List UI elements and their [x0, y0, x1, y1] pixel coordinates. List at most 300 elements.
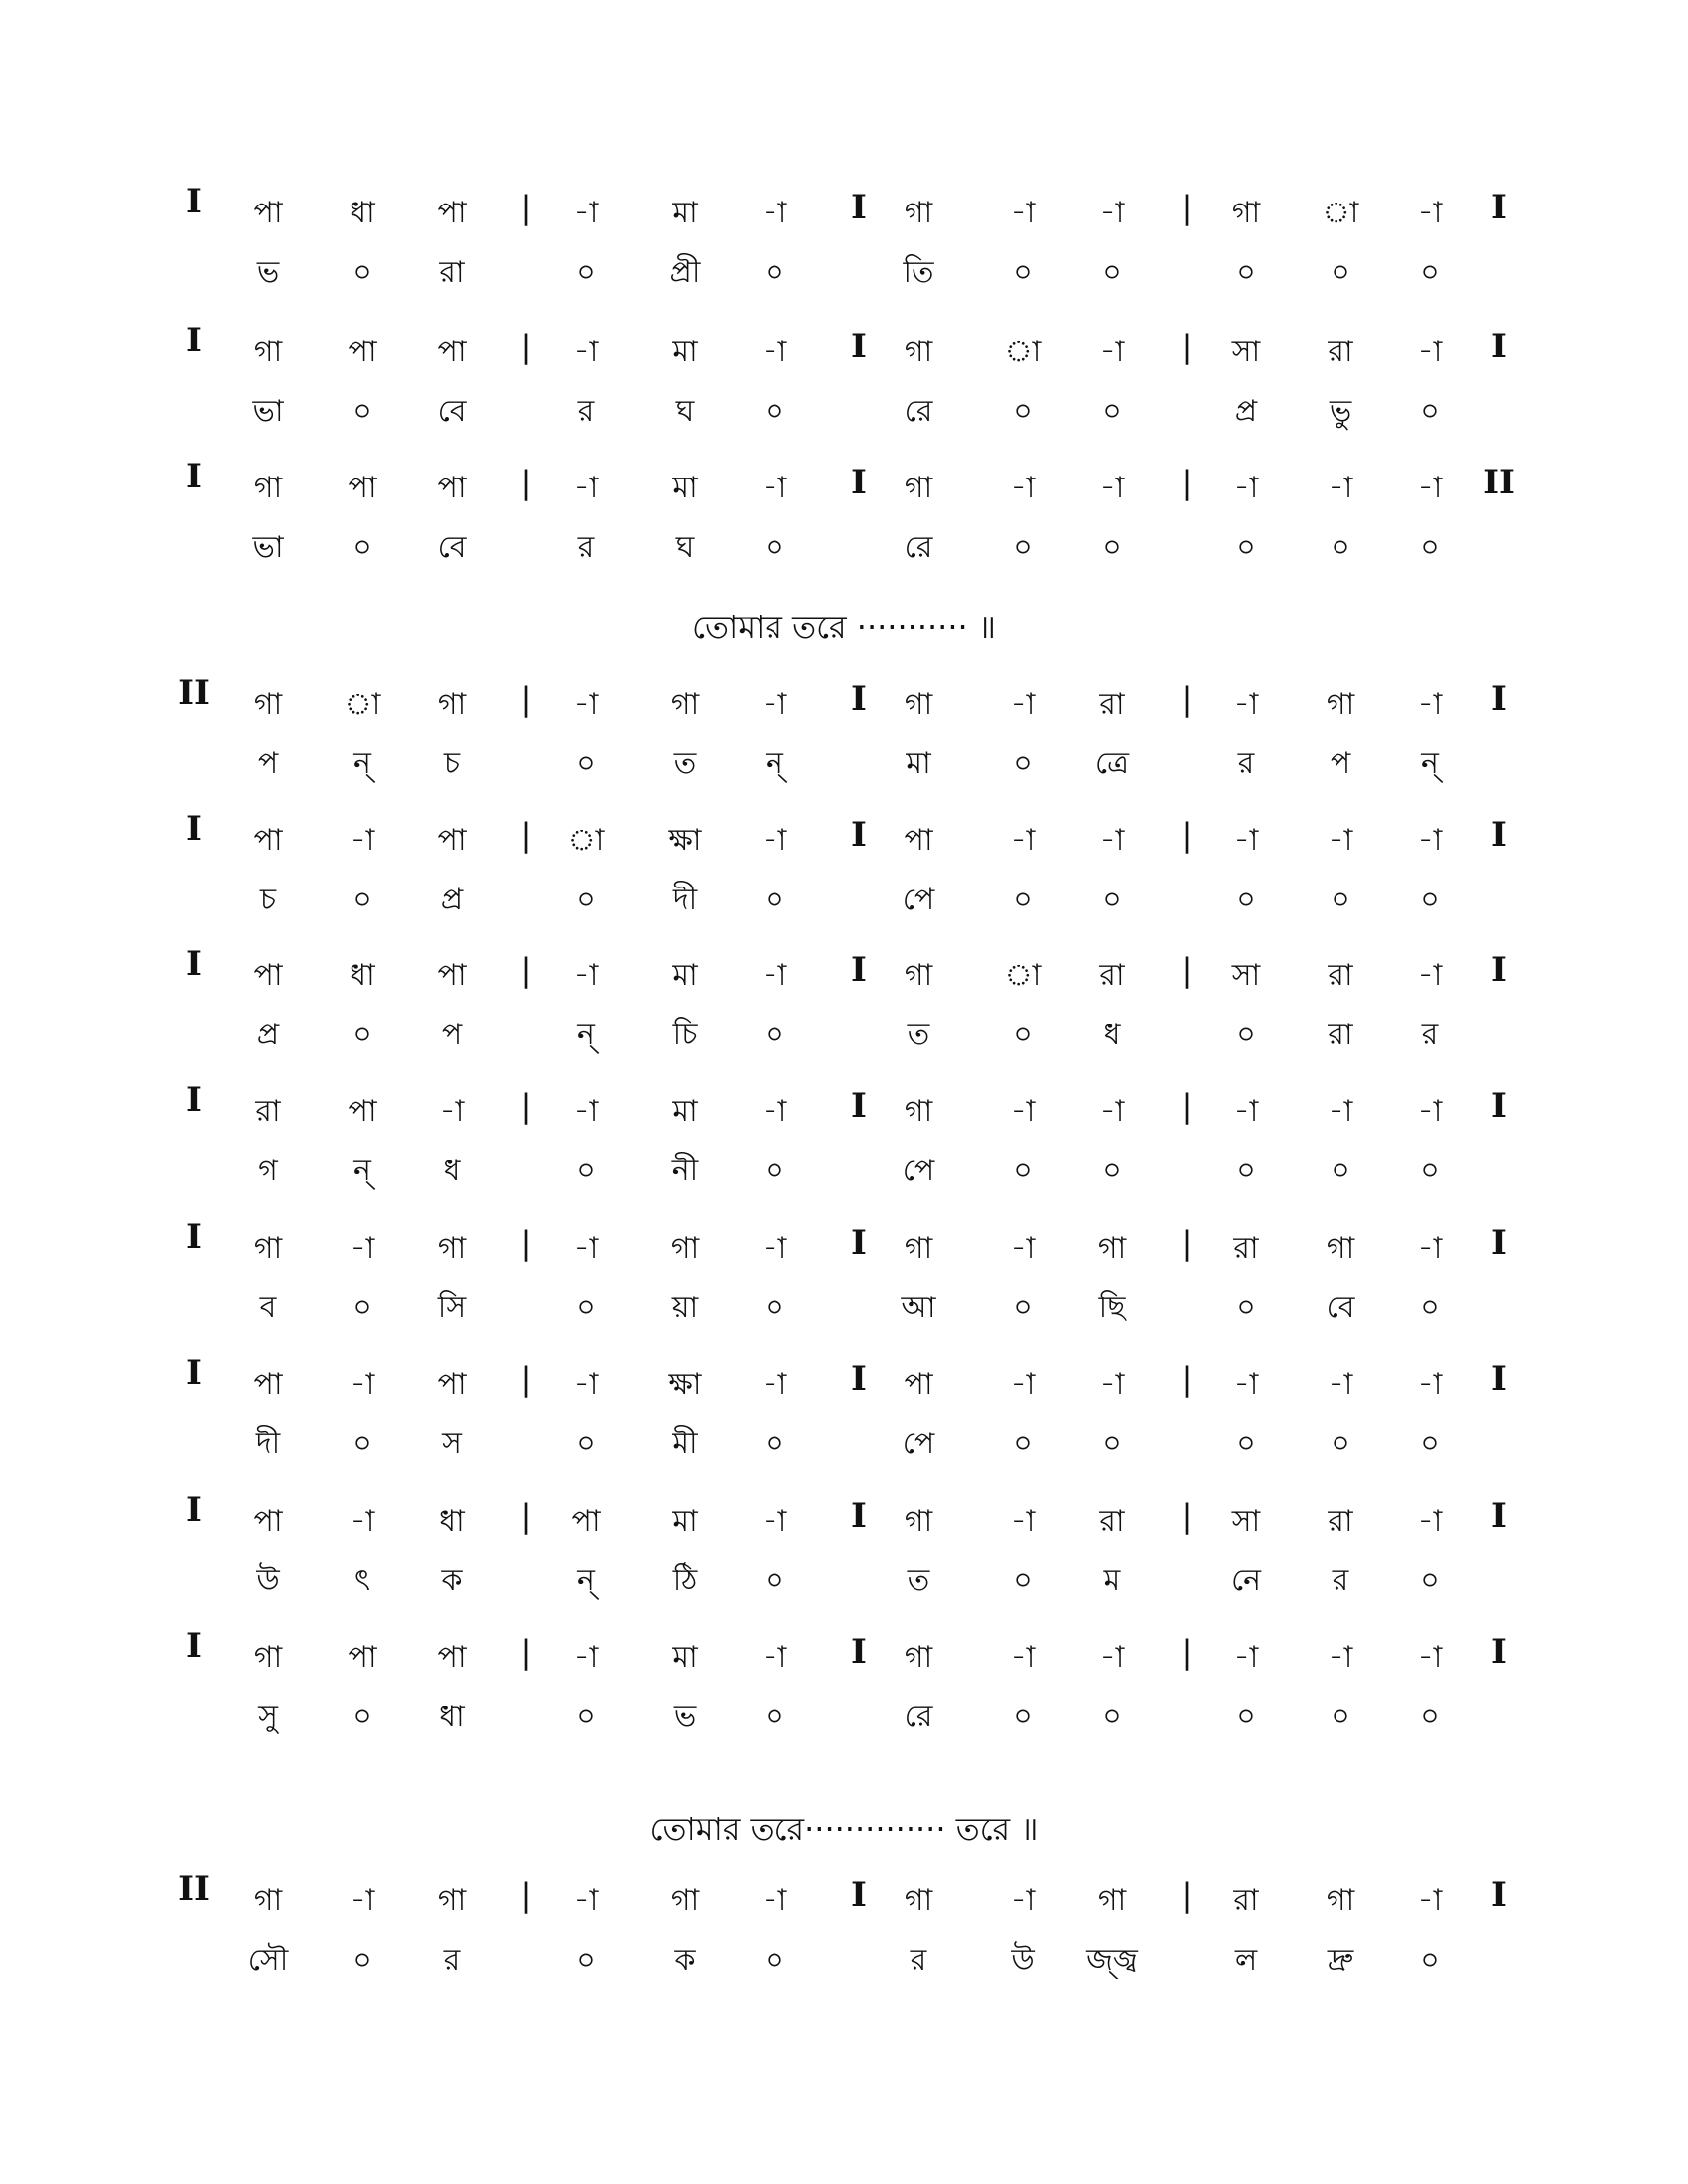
swara-note: গা — [253, 1640, 283, 1675]
lyric-syllable: ০ — [1331, 1427, 1350, 1461]
swara-note: -া — [350, 1231, 375, 1266]
swara-note: -া — [1328, 1094, 1353, 1129]
swara-note: -া — [1233, 1094, 1259, 1129]
swara-note: -া — [1417, 1231, 1443, 1266]
swara-note: -া — [573, 196, 599, 230]
swara-note: পা — [437, 471, 467, 505]
lyric-syllable: ০ — [1420, 255, 1440, 290]
lyric-syllable: ম — [1103, 1564, 1121, 1598]
lyric-syllable: ০ — [352, 394, 372, 429]
swara-note: গা — [904, 471, 933, 505]
lyric-syllable: উ — [1011, 1943, 1035, 1978]
swara-note: -া — [1417, 958, 1443, 993]
swara-note: -া — [762, 471, 787, 505]
notation-row — [0, 182, 1688, 323]
swara-note: সা — [1231, 958, 1261, 993]
lyric-syllable: ত — [673, 747, 697, 781]
lyric-syllable: ০ — [765, 1943, 784, 1978]
lyric-syllable: মা — [906, 747, 931, 781]
swara-note: -া — [1328, 1640, 1353, 1675]
lyric-syllable: ০ — [352, 1291, 372, 1325]
lyric-syllable: ন্ — [766, 747, 783, 781]
lyric-syllable: রে — [904, 394, 933, 429]
swara-note: রা — [255, 1094, 281, 1129]
swara-note: পা — [437, 1367, 467, 1402]
swara-note: গা — [253, 471, 283, 505]
swara-note: পা — [253, 1367, 283, 1402]
lyric-syllable: ন্ — [353, 1154, 371, 1188]
lyric-syllable: ০ — [1102, 1427, 1122, 1461]
lyric-syllable: ০ — [1102, 1154, 1122, 1188]
refrain-line-1: তোমার তরে ··········· ॥ — [692, 609, 996, 646]
swara-note: মা — [672, 335, 698, 369]
bar-divider-thick: I — [851, 463, 867, 502]
lyric-syllable: ক — [441, 1564, 463, 1598]
lyric-syllable: য়া — [671, 1291, 699, 1325]
lyric-syllable: ভা — [252, 394, 284, 429]
swara-note: পা — [348, 335, 377, 369]
lyric-syllable: মী — [672, 1427, 698, 1461]
lyric-syllable: ০ — [1013, 1291, 1033, 1325]
notation-row — [0, 1490, 1688, 1631]
lyric-syllable: পে — [902, 883, 935, 917]
lyric-syllable: ০ — [765, 1018, 784, 1052]
bar-start: I — [186, 1490, 202, 1530]
lyric-syllable: ভা — [252, 530, 284, 565]
lyric-syllable: ০ — [576, 883, 596, 917]
lyric-syllable: ব — [259, 1291, 277, 1325]
lyric-syllable: ০ — [1013, 1700, 1033, 1734]
bar-divider-thin: | — [1181, 1876, 1193, 1914]
lyric-syllable: ০ — [1102, 883, 1122, 917]
swara-note: -া — [1328, 1367, 1353, 1402]
lyric-syllable: সু — [258, 1700, 278, 1734]
swara-note: রা — [1328, 335, 1353, 369]
swara-note: -া — [1099, 1367, 1125, 1402]
swara-note: -া — [1099, 335, 1125, 369]
swara-note: -া — [573, 1883, 599, 1918]
bar-divider-thin: | — [520, 1360, 532, 1398]
bar-start: I — [186, 809, 202, 849]
swara-note: -া — [1010, 1504, 1036, 1539]
lyric-syllable: ০ — [765, 883, 784, 917]
lyric-syllable: ০ — [1013, 530, 1033, 565]
swara-note: গা — [1326, 687, 1355, 722]
bar-divider-thin: | — [1181, 951, 1193, 989]
lyric-syllable: ০ — [1420, 530, 1440, 565]
bar-start: I — [186, 1353, 202, 1393]
swara-note: সা — [1231, 335, 1261, 369]
swara-note: -া — [1010, 823, 1036, 858]
swara-note: রা — [1328, 958, 1353, 993]
swara-note: মা — [672, 1640, 698, 1675]
swara-note: -া — [1328, 471, 1353, 505]
swara-note: গা — [904, 196, 933, 230]
lyric-syllable: দী — [672, 883, 698, 917]
swara-note: -া — [1417, 823, 1443, 858]
swara-note: -া — [1010, 1231, 1036, 1266]
swara-note: -া — [350, 823, 375, 858]
bar-divider-thick: I — [851, 1223, 867, 1263]
lyric-syllable: সৌ — [247, 1943, 289, 1978]
swara-note: -া — [762, 1504, 787, 1539]
lyric-syllable: ০ — [1236, 1700, 1256, 1734]
swara-note: গা — [437, 1231, 467, 1266]
swara-note: পা — [348, 471, 377, 505]
swara-note: পা — [437, 958, 467, 993]
swara-note: -া — [1417, 471, 1443, 505]
swara-note: া — [1322, 196, 1359, 230]
swara-note: গা — [1097, 1883, 1127, 1918]
bar-divider-thin: | — [520, 951, 532, 989]
swara-note: -া — [1010, 1883, 1036, 1918]
lyric-syllable: ০ — [1331, 883, 1350, 917]
swara-note: গা — [437, 687, 467, 722]
swara-note: গা — [1097, 1231, 1127, 1266]
lyric-syllable: ০ — [1013, 883, 1033, 917]
lyric-syllable: র — [910, 1943, 927, 1978]
swara-note: গা — [670, 1231, 700, 1266]
bar-start: I — [186, 321, 202, 360]
swara-note: পা — [253, 196, 283, 230]
swara-note: -া — [1233, 1640, 1259, 1675]
swara-note: -া — [573, 1367, 599, 1402]
bar-divider-thick: I — [851, 1359, 867, 1399]
lyric-syllable: ০ — [765, 530, 784, 565]
swara-note: ক্ষা — [668, 1367, 702, 1402]
lyric-syllable: ০ — [1013, 1018, 1033, 1052]
lyric-syllable: ০ — [1013, 394, 1033, 429]
notation-row — [0, 809, 1688, 950]
swara-note: -া — [762, 1640, 787, 1675]
notation-row — [0, 1869, 1688, 2010]
lyric-syllable: র — [1421, 1018, 1439, 1052]
lyric-syllable: ০ — [765, 1564, 784, 1598]
lyric-syllable: ক — [674, 1943, 696, 1978]
lyric-syllable: ন্ — [577, 1018, 595, 1052]
swara-note: -া — [573, 1231, 599, 1266]
lyric-syllable: ০ — [765, 1427, 784, 1461]
bar-end: I — [1491, 1632, 1507, 1672]
lyric-syllable: দী — [255, 1427, 281, 1461]
lyric-syllable: ০ — [1420, 1564, 1440, 1598]
lyric-syllable: ০ — [1420, 1943, 1440, 1978]
bar-end: I — [1491, 950, 1507, 990]
swara-note: -া — [1010, 1094, 1036, 1129]
swara-note: -া — [1417, 1094, 1443, 1129]
swara-note: -া — [1417, 1883, 1443, 1918]
bar-divider-thin: | — [520, 816, 532, 854]
lyric-syllable: ০ — [1420, 1700, 1440, 1734]
swara-note: রা — [1099, 958, 1125, 993]
swara-note: পা — [253, 958, 283, 993]
swara-note: া — [344, 687, 381, 722]
lyric-syllable: ছি — [1098, 1291, 1126, 1325]
bar-end: I — [1491, 679, 1507, 719]
swara-note: পা — [904, 823, 933, 858]
notation-row — [0, 1217, 1688, 1358]
bar-divider-thin: | — [1181, 464, 1193, 501]
swara-note: গা — [904, 1231, 933, 1266]
lyric-syllable: আ — [901, 1291, 936, 1325]
bar-divider-thick: I — [851, 679, 867, 719]
bar-divider-thick: I — [851, 1632, 867, 1672]
swara-note: রা — [1099, 687, 1125, 722]
swara-note: গা — [253, 687, 283, 722]
bar-divider-thick: I — [851, 1875, 867, 1915]
swara-note: -া — [1099, 471, 1125, 505]
lyric-syllable: ভু — [1329, 394, 1352, 429]
lyric-syllable: প — [1330, 747, 1351, 781]
swara-note: -া — [1010, 687, 1036, 722]
bar-start: I — [186, 1217, 202, 1257]
lyric-syllable: ০ — [1236, 255, 1256, 290]
bar-start: I — [186, 182, 202, 221]
lyric-syllable: ত — [907, 1018, 930, 1052]
bar-divider-thin: | — [520, 1633, 532, 1671]
swara-note: পা — [437, 335, 467, 369]
lyric-syllable: চ — [443, 747, 461, 781]
swara-note: -া — [762, 1367, 787, 1402]
swara-note: -া — [1417, 1504, 1443, 1539]
swara-note: গা — [904, 335, 933, 369]
lyric-syllable: ০ — [352, 1018, 372, 1052]
swara-note: -া — [1010, 1367, 1036, 1402]
bar-divider-thin: | — [1181, 1497, 1193, 1535]
lyric-syllable: ০ — [1236, 883, 1256, 917]
swara-note: -া — [350, 1504, 375, 1539]
lyric-syllable: ধ — [443, 1154, 461, 1188]
lyric-syllable: ০ — [1331, 255, 1350, 290]
lyric-syllable: রে — [904, 1700, 933, 1734]
swara-note: পা — [253, 823, 283, 858]
bar-divider-thin: | — [1181, 189, 1193, 226]
swara-note: গা — [253, 335, 283, 369]
swara-note: মা — [672, 196, 698, 230]
lyric-syllable: প্রী — [669, 255, 701, 290]
bar-divider-thin: | — [1181, 680, 1193, 718]
lyric-syllable: ০ — [1420, 1291, 1440, 1325]
notation-row — [0, 1353, 1688, 1494]
lyric-syllable: পে — [902, 1427, 935, 1461]
notation-row — [0, 673, 1688, 814]
lyric-syllable: ০ — [1420, 1154, 1440, 1188]
lyric-syllable: ৎ — [353, 1564, 371, 1598]
bar-end: I — [1491, 188, 1507, 227]
swara-note: -া — [1099, 1094, 1125, 1129]
bar-divider-thick: I — [851, 950, 867, 990]
notation-row — [0, 1080, 1688, 1221]
lyric-syllable: ০ — [576, 255, 596, 290]
lyric-syllable: ত্রে — [1094, 747, 1130, 781]
lyric-syllable: বে — [1326, 1291, 1355, 1325]
lyric-syllable: ০ — [352, 530, 372, 565]
swara-note: মা — [672, 1094, 698, 1129]
bar-divider-thin: | — [520, 1497, 532, 1535]
lyric-syllable: ০ — [1013, 747, 1033, 781]
lyric-syllable: গ — [258, 1154, 278, 1188]
bar-divider-thin: | — [1181, 1633, 1193, 1671]
lyric-syllable: ০ — [1102, 255, 1122, 290]
swara-note: -া — [762, 196, 787, 230]
lyric-syllable: ০ — [1236, 1291, 1256, 1325]
lyric-syllable: ০ — [352, 255, 372, 290]
swara-note: -া — [1233, 823, 1259, 858]
bar-divider-thin: | — [1181, 1087, 1193, 1125]
swara-note: গা — [904, 1640, 933, 1675]
bar-divider-thick: I — [851, 188, 867, 227]
lyric-syllable: র — [577, 530, 595, 565]
swara-note: -া — [350, 1367, 375, 1402]
swara-note: -া — [1099, 196, 1125, 230]
bar-start: I — [186, 944, 202, 984]
swara-note: সা — [1231, 1504, 1261, 1539]
lyric-syllable: ০ — [1013, 1154, 1033, 1188]
swara-note: গা — [253, 1231, 283, 1266]
lyric-syllable: ০ — [1420, 1427, 1440, 1461]
lyric-syllable: র — [443, 1943, 461, 1978]
swara-note: গা — [904, 1504, 933, 1539]
swara-note: -া — [762, 1883, 787, 1918]
swara-note: পা — [437, 1640, 467, 1675]
bar-start: I — [186, 1626, 202, 1666]
lyric-syllable: র — [577, 394, 595, 429]
swara-note: -া — [1099, 1640, 1125, 1675]
swara-note: -া — [1417, 335, 1443, 369]
swara-note: া — [1004, 335, 1042, 369]
lyric-syllable: দ্রু — [1327, 1943, 1354, 1978]
swara-note: পা — [571, 1504, 601, 1539]
lyric-syllable: ধ — [1103, 1018, 1121, 1052]
lyric-syllable: ০ — [765, 1700, 784, 1734]
swara-note: গা — [1326, 1883, 1355, 1918]
lyric-syllable: ০ — [1236, 530, 1256, 565]
swara-note: গা — [670, 687, 700, 722]
swara-note: গা — [253, 1883, 283, 1918]
lyric-syllable: ০ — [1420, 883, 1440, 917]
swara-note: ধা — [350, 958, 375, 993]
swara-note: পা — [348, 1640, 377, 1675]
swara-note: -া — [1099, 823, 1125, 858]
lyric-syllable: র — [1237, 747, 1255, 781]
lyric-syllable: রা — [1328, 1018, 1353, 1052]
bar-divider-thin: | — [1181, 328, 1193, 365]
bar-divider-thin: | — [1181, 1360, 1193, 1398]
lyric-syllable: ০ — [1013, 1564, 1033, 1598]
swara-note: -া — [573, 471, 599, 505]
lyric-syllable: ০ — [576, 1154, 596, 1188]
lyric-syllable: ন্ — [577, 1564, 595, 1598]
swara-note: -া — [1233, 687, 1259, 722]
lyric-syllable: ০ — [576, 1427, 596, 1461]
bar-divider-thin: | — [520, 680, 532, 718]
swara-note: পা — [348, 1094, 377, 1129]
lyric-syllable: বে — [437, 394, 467, 429]
swara-note: গা — [437, 1883, 467, 1918]
swara-note: গা — [904, 958, 933, 993]
bar-end: I — [1491, 815, 1507, 855]
swara-note: গা — [1326, 1231, 1355, 1266]
lyric-syllable: ন্ — [1421, 747, 1439, 781]
bar-divider-thin: | — [520, 1087, 532, 1125]
lyric-syllable: ০ — [765, 394, 784, 429]
swara-note: া — [567, 823, 605, 858]
swara-note: পা — [904, 1367, 933, 1402]
notation-row — [0, 944, 1688, 1085]
bar-divider-thin: | — [520, 328, 532, 365]
swara-note: -া — [439, 1094, 465, 1129]
swara-note: -া — [1233, 471, 1259, 505]
bar-end: I — [1491, 1086, 1507, 1126]
lyric-syllable: চি — [672, 1018, 698, 1052]
swara-note: রা — [1233, 1231, 1259, 1266]
lyric-syllable: নে — [1230, 1564, 1262, 1598]
lyric-syllable: ০ — [1102, 530, 1122, 565]
swara-note: ক্ষা — [668, 823, 702, 858]
bar-start: II — [178, 1869, 210, 1909]
lyric-syllable: ০ — [1331, 1154, 1350, 1188]
lyric-syllable: ০ — [1102, 394, 1122, 429]
lyric-syllable: রে — [904, 530, 933, 565]
bar-end: I — [1491, 1223, 1507, 1263]
swara-note: -া — [762, 958, 787, 993]
lyric-syllable: ঠি — [672, 1564, 698, 1598]
bar-divider-thin: | — [1181, 816, 1193, 854]
lyric-syllable: জ্জ্ব — [1086, 1943, 1138, 1978]
swara-note: -া — [762, 1094, 787, 1129]
swara-note: ধা — [350, 196, 375, 230]
lyric-syllable: ০ — [576, 747, 596, 781]
bar-end: I — [1491, 1359, 1507, 1399]
swara-note: ধা — [439, 1504, 465, 1539]
notation-row — [0, 1626, 1688, 1767]
swara-note: -া — [573, 687, 599, 722]
notation-row — [0, 457, 1688, 598]
lyric-syllable: প — [441, 1018, 463, 1052]
lyric-syllable: ল — [1234, 1943, 1258, 1978]
lyric-syllable: ০ — [1236, 1018, 1256, 1052]
bar-divider-thick: I — [851, 1086, 867, 1126]
lyric-syllable: ০ — [1013, 1427, 1033, 1461]
swara-note: রা — [1099, 1504, 1125, 1539]
swara-note: পা — [437, 196, 467, 230]
lyric-syllable: ন্ — [353, 747, 371, 781]
swara-note: -া — [1233, 1367, 1259, 1402]
bar-divider-thin: | — [520, 189, 532, 226]
lyric-syllable: ০ — [1331, 1700, 1350, 1734]
lyric-syllable: বে — [437, 530, 467, 565]
swara-note: গা — [904, 1883, 933, 1918]
bar-divider-thick: I — [851, 327, 867, 366]
lyric-syllable: স — [442, 1427, 462, 1461]
swara-note: পা — [437, 823, 467, 858]
swara-note: পা — [253, 1504, 283, 1539]
refrain-line-2: তোমার তরে·············· তরে ॥ — [649, 1810, 1039, 1847]
lyric-syllable: প্র — [256, 1018, 280, 1052]
bar-end: I — [1491, 327, 1507, 366]
lyric-syllable: ভ — [673, 1700, 697, 1734]
lyric-syllable: পে — [902, 1154, 935, 1188]
bar-start: II — [178, 673, 210, 713]
bar-divider-thin: | — [520, 1224, 532, 1262]
bar-divider-thin: | — [520, 464, 532, 501]
lyric-syllable: উ — [256, 1564, 280, 1598]
lyric-syllable: সি — [437, 1291, 467, 1325]
swara-note: -া — [1010, 471, 1036, 505]
swara-note: -া — [350, 1883, 375, 1918]
lyric-syllable: প — [257, 747, 279, 781]
lyric-syllable: তি — [903, 255, 934, 290]
